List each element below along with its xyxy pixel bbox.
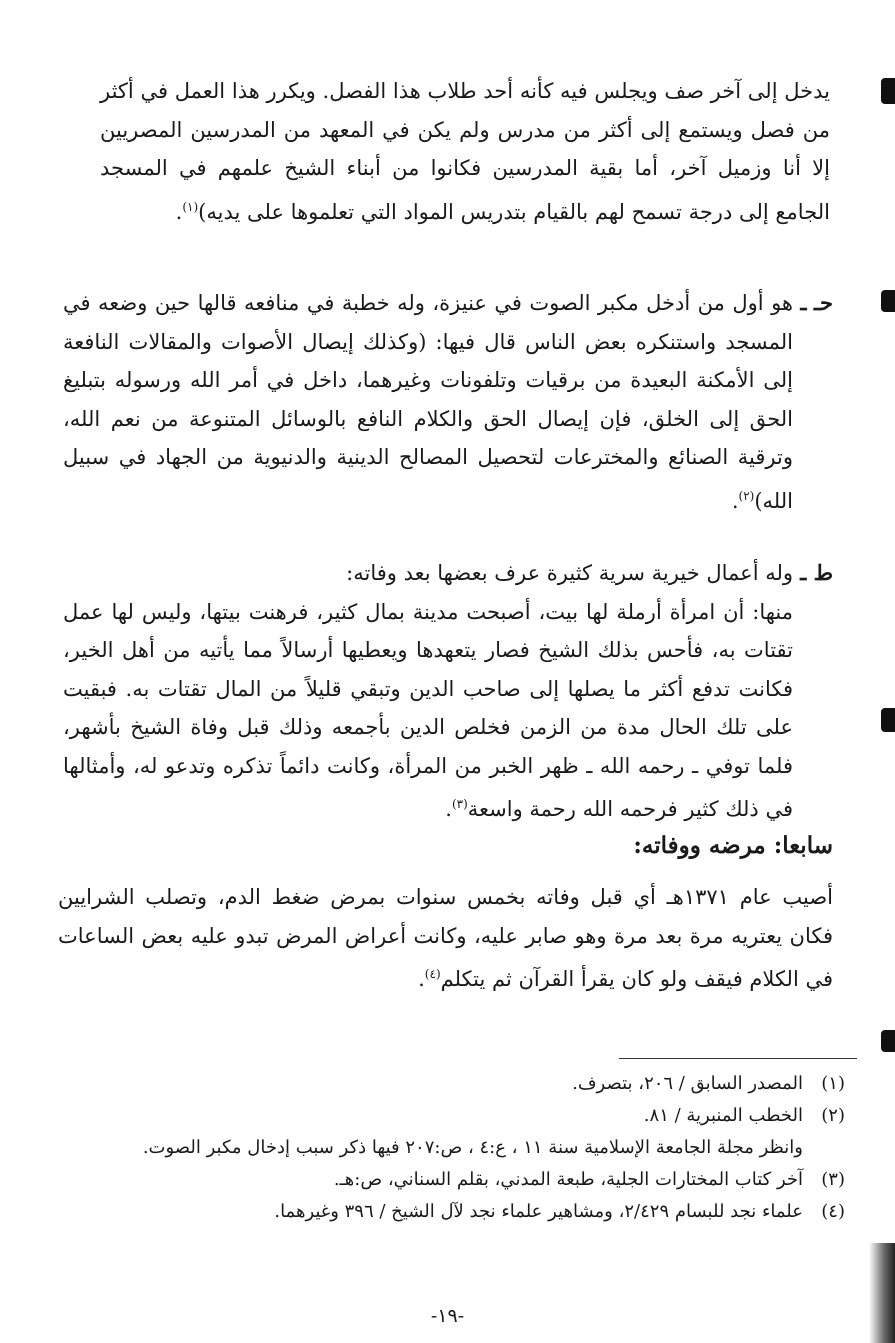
scan-edge-mark	[881, 290, 895, 312]
section-paragraph: أصيب عام ١٣٧١هـ أي قبل وفاته بخمس سنوات بمرض ضغط الدم، وتصلب الشرايين فكان يعتريه مرة بعد مرة وهو صابر عليه، وكانت أعراض المرض تبدو عليه بعض الساعات في الكلام فيقف ولو كان يقرأ القرآن ثم يتكلم$^{(٤)}$.	[58, 885, 833, 991]
item-text: وله أعمال خيرية سرية كثيرة عرف بعضها بعد وفاته:	[346, 561, 793, 585]
footnotes	[45, 1068, 845, 1228]
footnote-item	[45, 1068, 845, 1100]
footnote-ref-3: (٣)	[451, 797, 468, 811]
footnote-text: علماء نجد للبسام ٢/٤٢٩، ومشاهير علماء نجد لآل الشيخ / ٣٩٦ وغيرهما.	[274, 1201, 803, 1222]
item-marker: حـ ـ	[800, 290, 833, 315]
scan-edge-mark	[881, 1030, 895, 1052]
footnote-number: (٢)	[821, 1105, 845, 1126]
footnote-ref-2: (٢)	[738, 488, 755, 503]
scan-edge-shadow	[869, 1243, 895, 1343]
intro-text: يدخل إلى آخر صف ويجلس فيه كأنه أحد طلاب هذا الفصل. ويكرر هذا العمل في أكثر من فصل ويستمع إلى أكثر من مدرس ولم يكن في المعهد من المدرسين المصريين إلا أنا وزميل آخر، أما بقية المدرسين فكانوا من أبناء الشيخ علمهم في المسجد الجامع إلى درجة تسمح لهم بالقيام بتدريس المواد التي تعلموها على يديه)	[100, 79, 830, 224]
footnote-ref-4: (٤)	[424, 967, 441, 981]
footnote-number: (٤)	[821, 1201, 845, 1222]
item-marker: ط ـ	[800, 560, 833, 585]
intro-paragraph: يدخل إلى آخر صف ويجلس فيه كأنه أحد طلاب هذا الفصل. ويكرر هذا العمل في أكثر من فصل ويستمع إلى أكثر من مدرس ولم يكن في المعهد من المدرسين المصريين إلا أنا وزميل آخر، أما بقية المدرسين فكانوا من أبناء الشيخ علمهم في المسجد الجامع إلى درجة تسمح لهم بالقيام بتدريس المواد التي تعلموها على يديه)$^{(١)}$.	[100, 79, 830, 224]
footnote-text: آخر كتاب المختارات الجلية، طبعة المدني، بقلم السناني، ص:هـ.	[333, 1169, 803, 1190]
footnote-number: (١)	[821, 1073, 845, 1094]
list-item-ta	[63, 554, 833, 829]
footnote-continuation	[45, 1132, 845, 1164]
footnote-divider	[619, 1058, 857, 1059]
footnote-number: (٣)	[821, 1169, 845, 1190]
footnote-text: وانظر مجلة الجامعة الإسلامية سنة ١١ ، ع:٤ ، ص:٢٠٧ فيها ذكر سبب إدخال مكبر الصوت.	[142, 1137, 803, 1158]
footnote-item	[45, 1100, 845, 1132]
footnote-ref-1: (١)	[182, 199, 199, 214]
page-number: -١٩-	[430, 1305, 465, 1327]
footnote-item	[45, 1164, 845, 1196]
footnote-text: المصدر السابق / ٢٠٦، بتصرف.	[572, 1073, 803, 1094]
item-text: هو أول من أدخل مكبر الصوت في عنيزة، وله خطبة في منافعه قالها حين وضعه في المسجد واستنكره بعض الناس قال فيها: (وكذلك إيصال الأصوات والمقالات النافعة إلى الأمكنة البعيدة من برقيات وتلفونات وغيرهما، داخل في أمر الله ورسوله بتبليغ الحق إلى الخلق، فإن إيصال الحق والكلام النافع بالوسائل المتنوعة من نعم الله، وترقية الصنائع والمخترعات لتحصيل المصالح الدينية والدنيوية من الجهاد في سبيل الله)	[63, 291, 793, 513]
list-item-ha: حـ ـ هو أول من أدخل مكبر الصوت في عنيزة، وله خطبة في منافعه قالها حين وضعه في المسجد واستنكره بعض الناس قال فيها: (وكذلك إيصال الأصوات والمقالات النافعة إلى الأمكنة البعيدة من برقيات وتلفونات وغيرهما، داخل في أمر الله ورسوله بتبليغ الحق إلى الخلق، فإن إيصال الحق والكلام النافع بالوسائل المتنوعة من نعم الله، وترقية الصنائع والمخترعات لتحصيل المصالح الدينية والدنيوية من الجهاد في سبيل الله)$^{(٢)}$.	[63, 284, 833, 520]
scan-edge-mark	[881, 708, 895, 732]
scan-edge-mark	[881, 78, 895, 104]
section-heading: سابعا: مرضه ووفاته:	[633, 832, 833, 859]
footnote-text: الخطب المنبرية / ٨١.	[643, 1105, 803, 1126]
item-subtext: منها: أن امرأة أرملة لها بيت، أصبحت مدينة بمال كثير، فرهنت بيتها، وليس لها عمل تقتات به، فأحس بذلك الشيخ فصار يتعهدها ويعطيها أرسالاً مما يأتيه من أهل الخير، فكانت تدفع أكثر ما يصلها إلى صاحب الدين وتبقي قليلاً من المال تقتات به. فبقيت على تلك الحال مدة من الزمن فخلص الدين بأجمعه وذلك قبل وفاة الشيخ بأشهر، فلما توفي ـ رحمه الله ـ ظهر الخبر من المرأة، وكانت دائماً تذكره وتدعو له، وأمثالها في ذلك كثير فرحمه الله رحمة واسعة$^{(٣)}$.	[63, 599, 793, 821]
footnote-item	[45, 1196, 845, 1228]
